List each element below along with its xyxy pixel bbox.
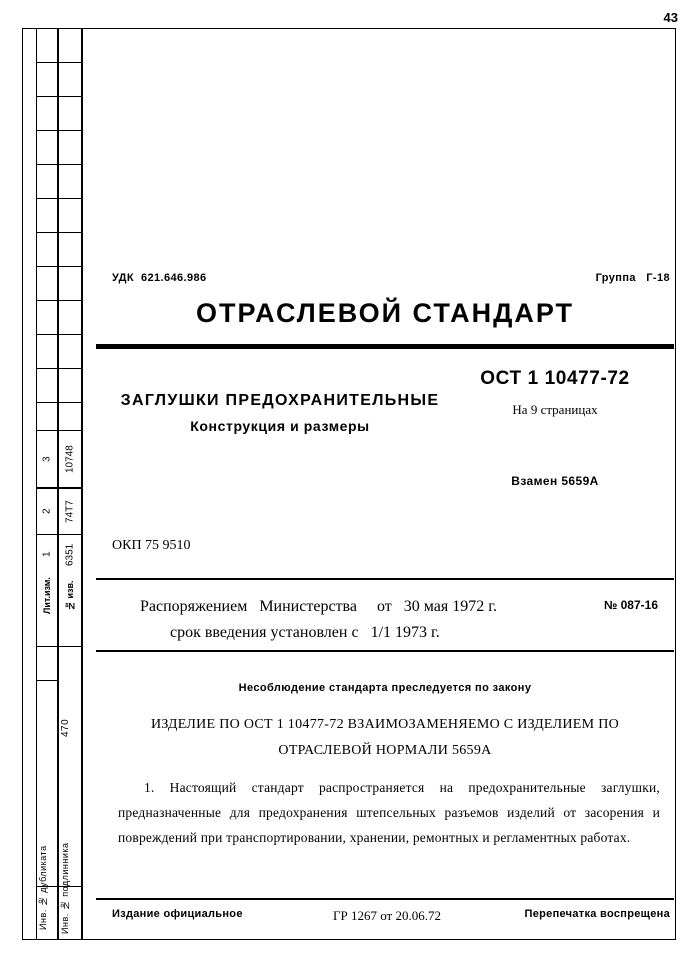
udk-value: 621.646.986 xyxy=(140,272,207,284)
group-label: Группа xyxy=(595,272,636,284)
order-date: 30 мая 1972 г. xyxy=(403,598,497,615)
order-number-value: 087-16 xyxy=(620,598,658,612)
paragraph-1 xyxy=(118,775,660,850)
page-footer xyxy=(100,908,674,928)
revision-number-2: 2 xyxy=(36,488,58,534)
margin-tick xyxy=(36,680,58,681)
margin-tick-b xyxy=(58,130,82,131)
standard-name-line1: ЗАГЛУШКИ ПРЕДОХРАНИТЕЛЬНЫЕ xyxy=(120,392,440,409)
order-line xyxy=(140,598,497,616)
margin-tick xyxy=(36,646,58,647)
footer-right: Перепечатка воспрещена xyxy=(524,908,670,920)
effective-date: 1/1 1973 г. xyxy=(370,624,440,641)
divider-middle xyxy=(96,578,674,580)
order-number xyxy=(604,598,658,612)
revision-notice-10748: 10748 xyxy=(58,430,82,488)
margin-tick xyxy=(36,198,58,199)
margin-tick xyxy=(36,96,58,97)
margin-tick-b xyxy=(58,334,82,335)
revision-table xyxy=(36,430,82,615)
udk-line xyxy=(112,272,207,284)
inv-podlinnika-label: Инв. № подлинника xyxy=(60,842,70,934)
effective-date-line xyxy=(170,624,440,642)
margin-tick xyxy=(36,130,58,131)
group-value: Г-18 xyxy=(646,272,670,284)
margin-tick-b xyxy=(58,62,82,63)
standard-code: ОСТ 1 10477-72 xyxy=(480,368,630,389)
order-authority: Министерства xyxy=(259,598,357,615)
margin-tick-b xyxy=(58,368,82,369)
replaces-note: Взамен 5659А xyxy=(511,474,599,488)
revision-number-3: 3 xyxy=(36,430,58,488)
okp-code: ОКП 75 9510 xyxy=(112,538,191,553)
inv-dublikata-label: Инв. № дубликата xyxy=(38,845,48,931)
revision-notice-74t7: 74Т7 xyxy=(58,488,82,534)
lit-izm-label: Лит.изм. xyxy=(42,577,52,615)
interchangeability-line2: ОТРАСЛЕВОЙ НОРМАЛИ 5659А xyxy=(278,743,492,758)
divider-footer xyxy=(96,898,674,900)
margin-tick-b xyxy=(58,164,82,165)
interchangeability-line1: ИЗДЕЛИЕ ПО ОСТ 1 10477-72 ВЗАИМОЗАМЕНЯЕМО С ИЗДЕЛИЕМ ПО xyxy=(150,717,620,732)
footer-left: Издание официальное xyxy=(112,908,243,920)
margin-tick-b xyxy=(58,96,82,97)
margin-tick xyxy=(36,402,58,403)
margin-tick xyxy=(36,62,58,63)
no-izv-label: № изв. xyxy=(65,580,75,612)
page-number: 43 xyxy=(663,10,678,25)
margin-tick xyxy=(36,164,58,165)
revision-notice-6351: 6351 xyxy=(58,534,82,574)
page-title: ОТРАСЛЕВОЙ СТАНДАРТ xyxy=(196,298,574,328)
order-number-label: № xyxy=(603,598,618,612)
effective-label: срок введения установлен с xyxy=(170,624,359,641)
udk-label: УДК xyxy=(112,272,135,284)
margin-tick-b xyxy=(58,232,82,233)
divider-lower xyxy=(96,650,674,652)
margin-tick xyxy=(36,334,58,335)
compliance-warning: Несоблюдение стандарта преследуется по закону xyxy=(238,682,532,694)
margin-tick-b xyxy=(58,266,82,267)
margin-tick xyxy=(36,368,58,369)
margin-tick-b xyxy=(58,402,82,403)
group-line xyxy=(596,272,670,284)
margin-tick-b xyxy=(58,198,82,199)
pages-note: На 9 страницах xyxy=(512,402,598,417)
interchangeability-note xyxy=(92,712,678,764)
standard-name xyxy=(100,392,460,434)
margin-tick xyxy=(36,232,58,233)
margin-tick-b xyxy=(58,300,82,301)
margin-tick xyxy=(36,266,58,267)
standard-name-line2: Конструкция и размеры xyxy=(190,418,370,434)
paragraph-1-text: 1. Настоящий стандарт распространяется на предохранительные заглушки, предназначенные для предохранения штепсельных разъемов изделий от засорения и повреждений при транспортировании, хранении, ремонтных и регламентных работах. xyxy=(118,780,660,845)
margin-tick-b xyxy=(58,646,82,647)
footer-center: ГР 1267 от 20.06.72 xyxy=(332,908,441,923)
margin-tick xyxy=(36,300,58,301)
divider-top xyxy=(96,344,674,349)
inventory-number: 470 xyxy=(60,718,71,738)
order-label: Распоряжением xyxy=(140,598,248,615)
order-date-label: от xyxy=(376,598,392,615)
revision-number-1: 1 xyxy=(36,534,58,574)
